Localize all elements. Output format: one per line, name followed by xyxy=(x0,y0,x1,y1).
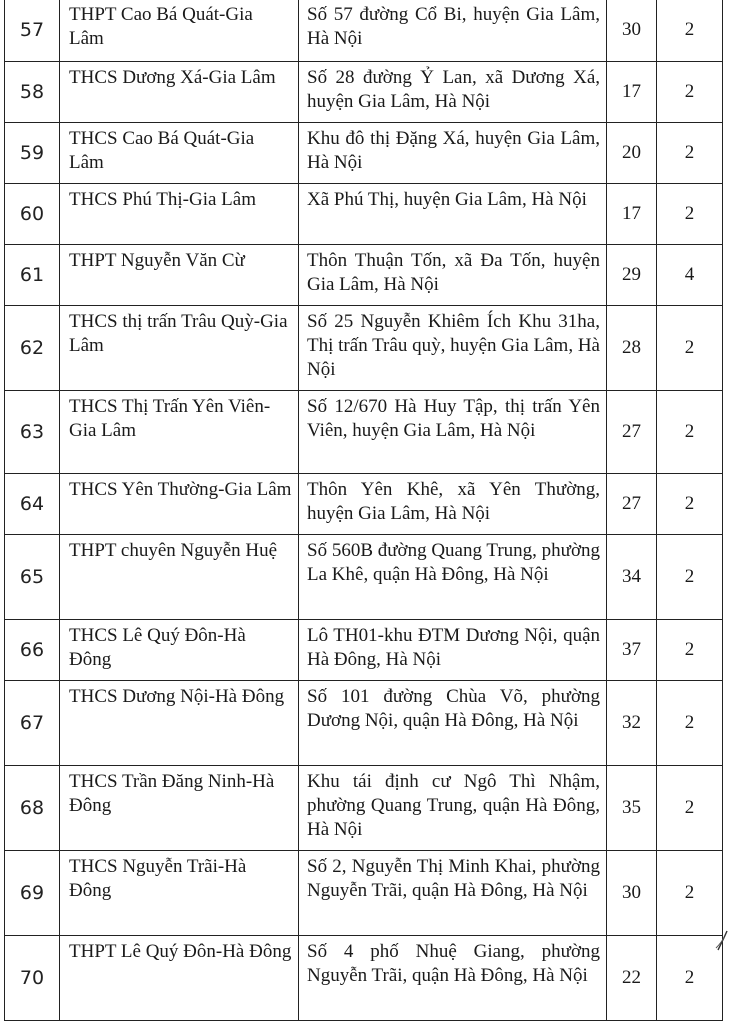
row-number: 61 xyxy=(5,245,60,306)
school-name: THCS Lê Quý Đôn-Hà Đông xyxy=(60,620,299,681)
school-name: THCS Dương Xá-Gia Lâm xyxy=(60,62,299,123)
pen-mark xyxy=(715,928,729,952)
row-number: 69 xyxy=(5,851,60,936)
row-number: 70 xyxy=(5,936,60,1021)
count-value: 2 xyxy=(657,62,723,123)
school-address: Số 12/670 Hà Huy Tập, thị trấn Yên Viên, huyện Gia Lâm, Hà Nội xyxy=(299,391,607,474)
table-row xyxy=(5,123,723,184)
school-name: THCS Thị Trấn Yên Viên-Gia Lâm xyxy=(60,391,299,474)
school-name: THCS Trần Đăng Ninh-Hà Đông xyxy=(60,766,299,851)
row-number: 65 xyxy=(5,535,60,620)
school-name: THPT Cao Bá Quát-Gia Lâm xyxy=(60,0,299,62)
school-name: THCS thị trấn Trâu Quỳ-Gia Lâm xyxy=(60,306,299,391)
table-row xyxy=(5,245,723,306)
student-value: 17 xyxy=(607,184,657,245)
school-address: Thôn Thuận Tốn, xã Đa Tốn, huyện Gia Lâm, Hà Nội xyxy=(299,245,607,306)
row-number: 57 xyxy=(5,0,60,62)
table-body xyxy=(5,0,723,1021)
count-value: 2 xyxy=(657,184,723,245)
school-address: Số 560B đường Quang Trung, phường La Khê, quận Hà Đông, Hà Nội xyxy=(299,535,607,620)
school-name: THPT Nguyễn Văn Cừ xyxy=(60,245,299,306)
school-name: THCS Nguyễn Trãi-Hà Đông xyxy=(60,851,299,936)
count-value: 2 xyxy=(657,620,723,681)
school-address: Thôn Yên Khê, xã Yên Thường, huyện Gia Lâm, Hà Nội xyxy=(299,474,607,535)
count-value: 2 xyxy=(657,851,723,936)
school-address: Số 4 phố Nhuệ Giang, phường Nguyễn Trãi, quận Hà Đông, Hà Nội xyxy=(299,936,607,1021)
row-number: 59 xyxy=(5,123,60,184)
school-address: Số 2, Nguyễn Thị Minh Khai, phường Nguyễn Trãi, quận Hà Đông, Hà Nội xyxy=(299,851,607,936)
table-row xyxy=(5,681,723,766)
school-address: Lô TH01-khu ĐTM Dương Nội, quận Hà Đông, Hà Nội xyxy=(299,620,607,681)
row-number: 62 xyxy=(5,306,60,391)
student-value: 30 xyxy=(607,851,657,936)
student-value: 37 xyxy=(607,620,657,681)
school-address: Số 57 đường Cổ Bi, huyện Gia Lâm, Hà Nội xyxy=(299,0,607,62)
document-page xyxy=(4,0,722,1021)
school-address: Số 101 đường Chùa Võ, phường Dương Nội, quận Hà Đông, Hà Nội xyxy=(299,681,607,766)
table-row xyxy=(5,766,723,851)
row-number: 64 xyxy=(5,474,60,535)
table-row xyxy=(5,0,723,62)
student-value: 35 xyxy=(607,766,657,851)
school-name: THPT chuyên Nguyễn Huệ xyxy=(60,535,299,620)
table-row xyxy=(5,620,723,681)
row-number: 68 xyxy=(5,766,60,851)
student-value: 30 xyxy=(607,0,657,62)
school-address: Số 25 Nguyễn Khiêm Ích Khu 31ha, Thị trấn Trâu quỳ, huyện Gia Lâm, Hà Nội xyxy=(299,306,607,391)
school-name: THCS Dương Nội-Hà Đông xyxy=(60,681,299,766)
student-value: 27 xyxy=(607,391,657,474)
school-name: THCS Yên Thường-Gia Lâm xyxy=(60,474,299,535)
school-name: THCS Cao Bá Quát-Gia Lâm xyxy=(60,123,299,184)
count-value: 2 xyxy=(657,306,723,391)
student-value: 29 xyxy=(607,245,657,306)
count-value: 2 xyxy=(657,535,723,620)
school-address: Xã Phú Thị, huyện Gia Lâm, Hà Nội xyxy=(299,184,607,245)
school-address: Khu tái định cư Ngô Thì Nhậm, phường Quang Trung, quận Hà Đông, Hà Nội xyxy=(299,766,607,851)
table-row xyxy=(5,474,723,535)
student-value: 22 xyxy=(607,936,657,1021)
table-row xyxy=(5,936,723,1021)
table-row xyxy=(5,391,723,474)
count-value: 2 xyxy=(657,936,723,1021)
school-name: THCS Phú Thị-Gia Lâm xyxy=(60,184,299,245)
count-value: 4 xyxy=(657,245,723,306)
count-value: 2 xyxy=(657,123,723,184)
table-row xyxy=(5,535,723,620)
count-value: 2 xyxy=(657,0,723,62)
school-name: THPT Lê Quý Đôn-Hà Đông xyxy=(60,936,299,1021)
student-value: 34 xyxy=(607,535,657,620)
count-value: 2 xyxy=(657,474,723,535)
row-number: 67 xyxy=(5,681,60,766)
student-value: 27 xyxy=(607,474,657,535)
student-value: 32 xyxy=(607,681,657,766)
row-number: 58 xyxy=(5,62,60,123)
count-value: 2 xyxy=(657,391,723,474)
student-value: 28 xyxy=(607,306,657,391)
school-address: Số 28 đường Ỷ Lan, xã Dương Xá, huyện Gia Lâm, Hà Nội xyxy=(299,62,607,123)
row-number: 63 xyxy=(5,391,60,474)
table-row xyxy=(5,851,723,936)
count-value: 2 xyxy=(657,766,723,851)
table-row xyxy=(5,306,723,391)
student-value: 17 xyxy=(607,62,657,123)
school-address: Khu đô thị Đặng Xá, huyện Gia Lâm, Hà Nội xyxy=(299,123,607,184)
table-row xyxy=(5,184,723,245)
count-value: 2 xyxy=(657,681,723,766)
student-value: 20 xyxy=(607,123,657,184)
table-row xyxy=(5,62,723,123)
row-number: 66 xyxy=(5,620,60,681)
row-number: 60 xyxy=(5,184,60,245)
school-table xyxy=(4,0,723,1021)
